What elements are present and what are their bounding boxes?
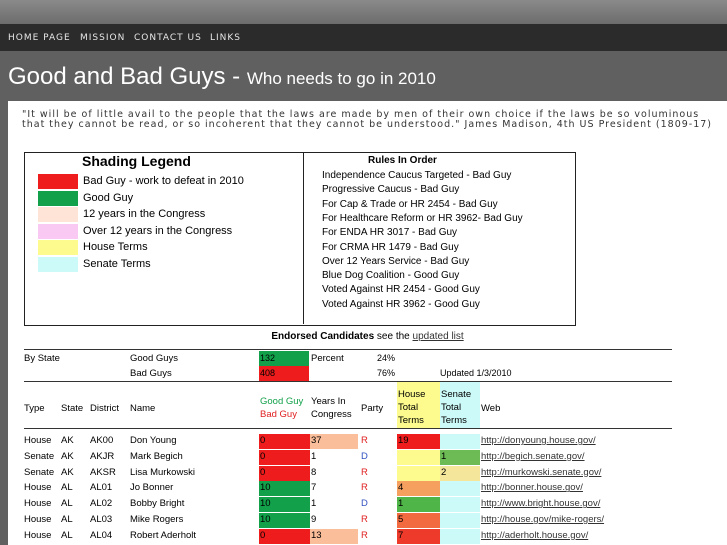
row-type: House [24,435,52,446]
col-senate-1: Senate [441,389,472,400]
senate-terms-cell [440,434,480,449]
row-district: AKJR [90,450,115,462]
row-score: 0 [260,529,266,541]
row-house-terms: 7 [398,529,404,541]
col-party: Party [361,403,384,414]
house-terms-cell [397,450,440,465]
row-party: R [361,435,368,446]
col-web: Web [481,403,501,414]
row-years: 9 [311,514,317,525]
row-years: 8 [311,466,317,478]
row-district: AK00 [90,435,114,446]
row-district: AL03 [90,514,113,525]
row-type: Senate [24,466,55,478]
good-guys-label: Good Guys [130,353,179,364]
updated-list-link[interactable]: updated list [412,331,464,342]
row-district: AL01 [90,482,113,494]
legend-swatch [38,240,78,255]
house-terms-cell [397,497,440,512]
row-years: 37 [311,435,322,446]
house-terms-cell [397,529,440,544]
house-terms-cell [397,513,440,528]
col-senate-2: Total [441,402,462,413]
house-terms-cell [397,481,440,496]
score-cell [259,450,310,465]
row-type: House [24,529,52,541]
row-party: D [361,498,368,510]
rule-item: Voted Against HR 3962 - Good Guy [322,298,480,310]
legend-label: Over 12 years in the Congress [83,224,233,237]
rule-item: Progressive Caucus - Bad Guy [322,184,460,196]
legend-swatch [38,191,78,206]
row-years: 7 [311,482,317,494]
header-bottom-line [24,428,672,429]
col-house-1: House [398,389,426,400]
legend-title: Shading Legend [82,153,191,169]
row-type: House [24,498,52,510]
row-name: Bobby Bright [130,498,185,510]
row-state: AL [61,514,73,525]
good-guys-percent: 24% [377,353,396,363]
endorsed-label: Endorsed Candidates [271,331,375,342]
legend-label: Senate Terms [83,258,151,270]
col-house-3: Terms [398,415,424,426]
madison-quote: "It will be of little avail to the people that the laws are made by men of their own choice if the laws be so voluminous that they cannot be read, or so incoherent that they cannot be understood." James Madison, 4th US President (1809-17) [22,109,713,130]
row-party: R [361,514,368,525]
row-web-link[interactable]: http://bonner.house.gov/ [481,482,583,494]
row-years: 1 [311,450,317,462]
legend-label: Good Guy [83,191,134,204]
row-type: House [24,482,52,494]
row-house-terms: 4 [398,482,404,494]
row-senate-terms: 2 [441,466,447,478]
main-content [8,101,727,545]
col-type: Type [24,403,45,414]
summary-top-line [24,349,672,350]
row-score: 10 [260,514,271,525]
bad-guys-percent: 76% [377,368,396,378]
legend-swatch [38,224,78,239]
years-cell [310,513,358,528]
rules-title: Rules In Order [368,155,437,166]
legend-label: House Terms [83,241,148,254]
updated-date: Updated 1/3/2010 [440,368,512,378]
row-state: AK [61,435,74,446]
rule-item: Blue Dog Coalition - Good Guy [322,270,460,282]
senate-terms-cell [440,529,480,544]
years-cell [310,497,358,512]
col-name: Name [130,403,156,414]
senate-terms-cell [440,497,480,512]
col-years-2: Congress [311,409,352,420]
row-type: House [24,514,52,525]
by-state-label: By State [24,353,60,364]
row-house-terms: 1 [398,498,404,510]
percent-label: Percent [311,353,344,364]
nav-mission[interactable]: MISSION [80,33,126,43]
rule-item: For Healthcare Reform or HR 3962- Bad Guy [322,212,523,224]
row-state: AL [61,529,73,541]
house-terms-cell [397,466,440,481]
score-cell [259,529,310,544]
row-state: AL [61,498,73,510]
score-cell [259,466,310,481]
row-type: Senate [24,450,55,462]
row-score: 10 [260,498,271,510]
row-name: Lisa Murkowski [130,466,195,478]
row-score: 0 [260,466,266,478]
legend-swatch [38,207,78,222]
endorsed-line [8,331,727,342]
nav-home-page[interactable]: HOME PAGE [8,33,71,43]
col-bad-guy: Bad Guy [260,409,297,420]
nav-contact-us[interactable]: CONTACT US [134,33,202,43]
row-state: AK [61,466,74,478]
row-web-link[interactable]: http://aderholt.house.gov/ [481,529,589,541]
row-party: D [361,450,368,462]
row-name: Robert Aderholt [130,529,197,541]
row-state: AL [61,482,73,494]
row-name: Jo Bonner [130,482,174,494]
row-name: Mark Begich [130,450,183,462]
row-years: 1 [311,498,317,510]
row-district: AL02 [90,498,113,510]
row-district: AKSR [90,466,116,478]
row-web-link[interactable]: http://www.bright.house.gov/ [481,498,601,510]
rule-item: For Cap & Trade or HR 2454 - Bad Guy [322,198,498,210]
row-web-link[interactable]: http://murkowski.senate.gov/ [481,466,602,478]
legend-swatch [38,174,78,189]
rule-item: For ENDA HR 3017 - Bad Guy [322,227,458,239]
row-party: R [361,529,368,541]
col-house-2: Total [398,402,419,413]
senate-terms-cell [440,513,480,528]
years-cell [310,481,358,496]
row-web-link[interactable]: http://house.gov/mike-rogers/ [481,514,605,525]
rule-item: Voted Against HR 2454 - Good Guy [322,284,480,296]
rule-item: For CRMA HR 1479 - Bad Guy [322,241,459,253]
col-good-guy: Good Guy [260,396,304,407]
col-district: District [90,403,120,414]
endorsed-see: see the [376,331,410,342]
row-web-link[interactable]: http://begich.senate.gov/ [481,450,585,462]
good-guys-count: 132 [260,353,276,363]
years-cell [310,466,358,481]
row-senate-terms: 1 [441,450,447,462]
page-subtitle: Who needs to go in 2010 [246,69,436,88]
row-score: 10 [260,482,271,494]
row-state: AK [61,450,74,462]
row-district: AL04 [90,529,113,541]
col-senate-3: Terms [441,415,467,426]
row-party: R [361,466,368,478]
nav-links[interactable]: LINKS [210,33,242,43]
row-house-terms: 5 [398,514,404,525]
years-cell [310,450,358,465]
main-nav [0,24,727,51]
rule-item: Over 12 Years Service - Bad Guy [322,255,470,267]
row-house-terms: 19 [398,435,409,446]
row-score: 0 [260,435,266,446]
legend-label: Bad Guy - work to defeat in 2010 [83,175,244,187]
page-title [8,63,436,91]
legend-swatch [38,257,78,272]
page-title-main: Good and Bad Guys - [8,63,241,90]
legend-label: 12 years in the Congress [83,208,206,221]
row-web-link[interactable]: http://donyoung.house.gov/ [481,435,596,446]
rule-item: Independence Caucus Targeted - Bad Guy [322,170,512,181]
col-years-1: Years In [311,396,346,407]
row-party: R [361,482,368,494]
bad-guys-label: Bad Guys [130,368,172,379]
bad-guys-count: 408 [260,368,276,378]
row-years: 13 [311,529,322,541]
summary-bottom-line [24,381,672,382]
row-name: Don Young [130,435,177,446]
col-state: State [61,403,84,414]
senate-terms-cell [440,481,480,496]
score-cell [259,434,310,449]
top-strip [0,0,727,24]
row-name: Mike Rogers [130,514,184,525]
row-score: 0 [260,450,266,462]
